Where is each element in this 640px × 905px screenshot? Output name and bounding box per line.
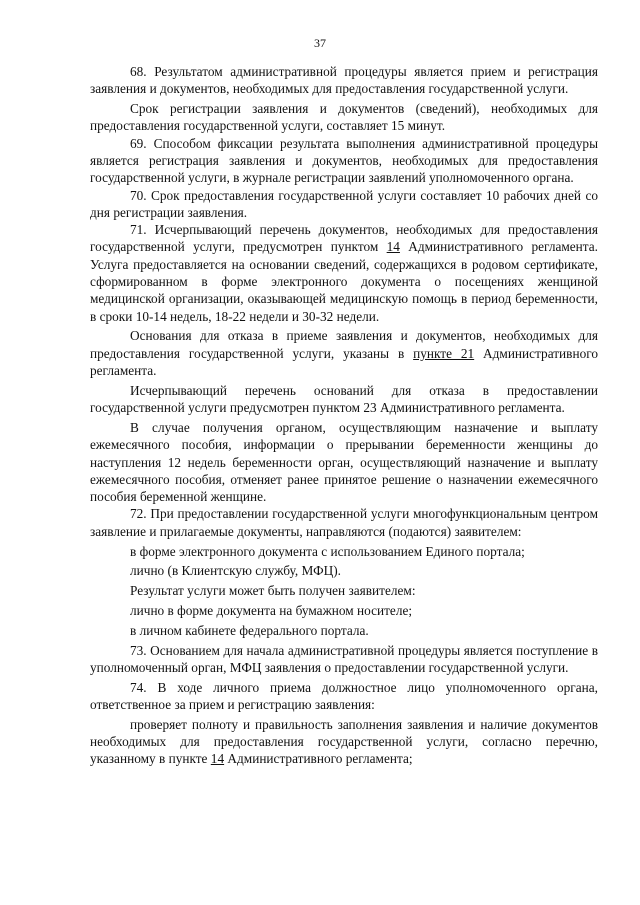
paragraph-verification-text-start: проверяет полноту и правильность заполнения заявления и наличие документов необходимых для предоставления государственной услуги, согласно перечню, указанному в пункте xyxy=(90,716,598,767)
link-item-21[interactable]: пункте 21 xyxy=(413,345,475,361)
paragraph-74: 74. В ходе личного приема должностное лицо уполномоченного органа, ответственное за прием и регистрацию заявления: xyxy=(90,679,598,712)
paragraph-refusal-text-start: Основания для отказа в приеме заявления и документов, необходимых для предоставления государственной услуги, указаны в xyxy=(90,328,598,361)
paragraph-69: 69. Способом фиксации результата выполнения административной процедуры является регистрация заявления и документов, необходимых для предоставления государственной услуги, в журнале регистрации заявлений уполномоченного органа. xyxy=(90,135,598,186)
paragraph-71-text-end: Административного регламента. Услуга предоставляется на основании сведений, содержащихся в родовом сертификате, сформированном в форме электронного документа о посещениях женщиной медицинской организации, оказывающей медицинскую помощь в период беременности, в сроки 10-14 недель, 18-22 недели и 30-32 недели. xyxy=(90,239,598,324)
link-item-14[interactable]: 14 xyxy=(386,239,400,255)
page-number: 37 xyxy=(314,36,326,50)
paragraph-refusal-list: Исчерпывающий перечень оснований для отказа в предоставлении государственной услуги предусмотрен пунктом 23 Административного регламента. xyxy=(90,382,598,416)
paragraph-73: 73. Основанием для начала административной процедуры является поступление в уполномоченный орган, МФЦ заявления о предоставлении государственной услуги. xyxy=(90,642,598,675)
paragraph-verification xyxy=(90,716,598,768)
document-body xyxy=(90,63,598,768)
paragraph-registration-term: Срок регистрации заявления и документов (сведений), необходимых для предоставления государственной услуги, составляет 15 минут. xyxy=(90,101,598,134)
paragraph-71-text-start: 71. Исчерпывающий перечень документов, необходимых для предоставления государственной услуги, предусмотрен пунктом xyxy=(90,222,598,255)
paragraph-72: 72. При предоставлении государственной услуги многофункциональным центром заявление и прилагаемые документы, направляются (подаются) заявителем: xyxy=(90,506,598,539)
paragraph-refusal-grounds xyxy=(90,327,598,379)
paragraph-68: 68. Результатом административной процедуры является прием и регистрация заявления и документов, необходимых для предоставления государственной услуги. xyxy=(90,64,598,97)
paragraph-result-receipt: Результат услуги может быть получен заявителем: xyxy=(130,583,416,599)
list-item-in-person: лично (в Клиентскую службу, МФЦ). xyxy=(130,563,342,579)
link-item-14-second[interactable]: 14 xyxy=(210,751,225,767)
list-item-electronic: в форме электронного документа с использованием Единого портала; xyxy=(130,543,525,559)
paragraph-verification-text-end: Административного регламента; xyxy=(224,751,413,767)
paragraph-refusal-text-end: Административного регламента. xyxy=(90,345,598,379)
list-item-paper: лично в форме документа на бумажном носителе; xyxy=(130,602,413,618)
paragraph-70: 70. Срок предоставления государственной услуги составляет 10 рабочих дней со дня регистрации заявления. xyxy=(90,187,598,220)
paragraph-pregnancy-termination: В случае получения органом, осуществляющим назначение и выплату ежемесячного пособия, информации о прерывании беременности женщины до наступления 12 недель беременности орган, осуществляющий назначение и выплату ежемесячного пособия, отменяет ранее принятое решение о назначении ежемесячного пособия беременной женщине. xyxy=(90,419,598,505)
paragraph-71 xyxy=(90,221,598,325)
list-item-portal-cabinet: в личном кабинете федерального портала. xyxy=(130,622,369,638)
